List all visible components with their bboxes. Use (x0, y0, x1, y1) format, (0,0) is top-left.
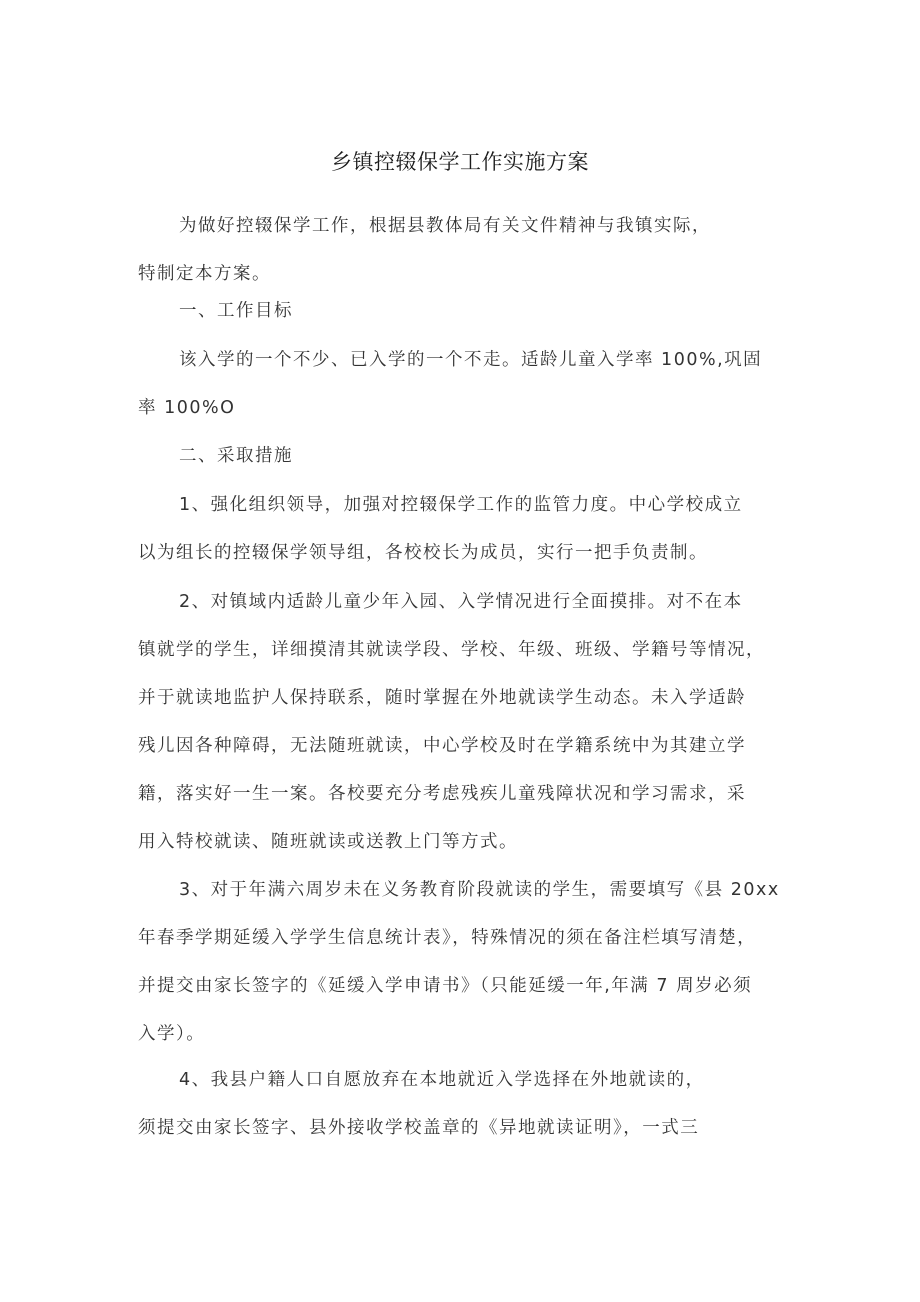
measure-2-line-5: 籍，落实好一生一案。各校要充分考虑残疾儿童残障状况和学习需求，采 (138, 784, 746, 804)
measure-2-line-4: 残儿因各种障碍，无法随班就读，中心学校及时在学籍系统中为其建立学 (138, 736, 746, 756)
measure-1-line-1: 1、强化组织领导，加强对控辍保学工作的监管力度。中心学校成立 (179, 495, 743, 515)
section-heading-goals: 一、工作目标 (179, 301, 293, 321)
measure-item-3 (138, 866, 788, 1058)
document-title: 乡镇控辍保学工作实施方案 (331, 150, 589, 174)
goals-line-2: 率 100%O (138, 398, 236, 418)
measure-2-line-6: 用入特校就读、随班就读或送教上门等方式。 (138, 832, 518, 852)
measure-1-line-2: 以为组长的控辍保学领导组，各校校长为成员，实行一把手负责制。 (138, 543, 708, 563)
measure-4-line-2: 须提交由家长签字、县外接收学校盖章的《异地就读证明》，一式三 (138, 1118, 700, 1138)
measure-2-line-2: 镇就学的学生，详细摸清其就读学段、学校、年级、班级、学籍号等情况， (138, 640, 765, 660)
measure-item-2 (138, 578, 788, 866)
section-heading-measures: 二、采取措施 (179, 446, 293, 466)
intro-paragraph (138, 202, 788, 298)
measure-3-line-1: 3、对于年满六周岁未在义务教育阶段就读的学生，需要填写《县 20xx (179, 880, 780, 900)
measure-4-line-1: 4、我县户籍人口自愿放弃在本地就近入学选择在外地就读的， (179, 1070, 705, 1090)
intro-line-2: 特制定本方案。 (138, 264, 271, 284)
measure-3-line-4: 入学）。 (138, 1024, 206, 1044)
intro-line-1: 为做好控辍保学工作，根据县教体局有关文件精神与我镇实际， (179, 216, 711, 236)
measure-item-4 (138, 1056, 788, 1152)
measure-3-line-2: 年春季学期延缓入学学生信息统计表》，特殊情况的须在备注栏填写清楚， (138, 928, 757, 948)
measure-item-1 (138, 481, 788, 577)
measure-2-line-1: 2、对镇域内适龄儿童少年入园、入学情况进行全面摸排。对不在本 (179, 592, 743, 612)
goals-paragraph (138, 336, 788, 432)
goals-line-1: 该入学的一个不少、已入学的一个不走。适龄儿童入学率 100%,巩固 (179, 350, 763, 370)
measure-2-line-3: 并于就读地监护人保持联系，随时掌握在外地就读学生动态。未入学适龄 (138, 688, 746, 708)
measure-3-line-3: 并提交由家长签字的《延缓入学申请书》（只能延缓一年,年满 7 周岁必须 (138, 976, 753, 996)
